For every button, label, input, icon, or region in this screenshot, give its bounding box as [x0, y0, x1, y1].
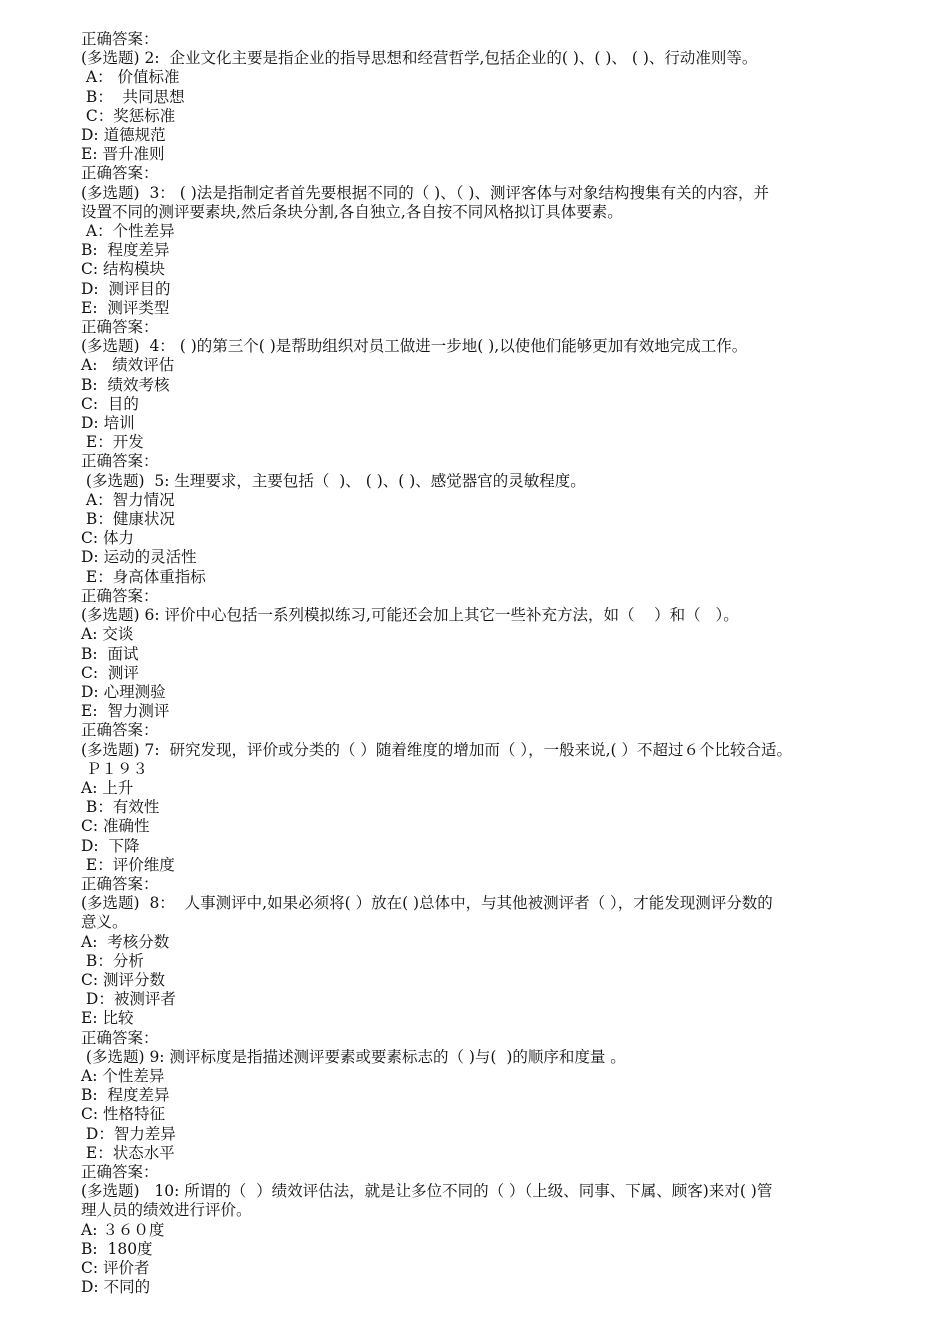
text-line: A：智力情况 — [81, 490, 175, 509]
text-line: (多选题) 7: 研究发现，评价或分类的（ ）随着维度的增加而（ ），一般来说,( ）不超过６个比较合适。 — [81, 740, 792, 759]
text-line: D: 心理测验 — [81, 682, 166, 701]
text-line: A： 价值标准 — [81, 68, 180, 87]
text-line: A: 交谈 — [81, 625, 134, 644]
text-line: (多选题) 6: 评价中心包括一系列模拟练习,可能还会加上其它一些补充方法，如（ ）和（ ）。 — [81, 606, 739, 625]
text-line: B：分析 — [81, 951, 144, 970]
text-line: C：奖惩标准 — [81, 106, 176, 125]
text-line: D: 培训 — [81, 414, 135, 433]
text-line: E: 晋升准则 — [81, 145, 165, 164]
text-line: 正确答案： — [81, 30, 159, 48]
text-line: C: 性格特征 — [81, 1105, 166, 1124]
text-line: B：健康状况 — [81, 510, 175, 529]
text-line: D: 下降 — [81, 836, 140, 855]
text-line: C: 目的 — [81, 394, 139, 413]
text-line: D: 不同的 — [81, 1278, 151, 1297]
text-line: D: 道德规范 — [81, 126, 166, 145]
text-line: E：评价维度 — [81, 855, 175, 874]
text-line: C: 测评分数 — [81, 970, 166, 989]
document-page — [81, 30, 881, 1297]
text-line: E: 比较 — [81, 1009, 134, 1028]
text-line: (多选题) 9: 测评标度是指描述测评要素或要素标志的（ )与( )的顺序和度量 。 — [81, 1047, 626, 1066]
text-line: 正确答案： — [81, 874, 159, 893]
text-line: B: 绩效考核 — [81, 375, 170, 394]
text-line: 意义。 — [81, 913, 128, 932]
text-line: 正确答案： — [81, 1162, 159, 1181]
text-line: B: 程度差异 — [81, 241, 170, 260]
text-line: (多选题) 2: 企业文化主要是指企业的指导思想和经营哲学,包括企业的( )、( )、 ( )、行动准则等。 — [81, 49, 758, 68]
text-line: B: 面试 — [81, 644, 139, 663]
text-line: 理人员的绩效进行评价。 — [81, 1201, 252, 1220]
text-line: E：开发 — [81, 433, 144, 452]
text-line: A: 上升 — [81, 778, 134, 797]
text-line: C: 体力 — [81, 529, 135, 548]
text-line: A: ３６０度 — [81, 1220, 165, 1239]
text-line: (多选题) 10: 所谓的（ ）绩效评估法，就是让多位不同的（ ）（上级、同事、下属、顾客)来对( )管 — [81, 1182, 773, 1201]
text-line: D：被测评者 — [81, 990, 176, 1009]
text-line: 正确答案： — [81, 721, 159, 740]
text-line: (多选题) 4： ( )的第三个( )是帮助组织对员工做进一步地( ),以使他们能够更加有效地完成工作。 — [81, 337, 748, 356]
text-line: 设置不同的测评要素块,然后条块分割,各自独立,各自按不同风格拟订具体要素。 — [81, 202, 623, 221]
text-line: C: 结构模块 — [81, 260, 166, 279]
text-line: B：有效性 — [81, 798, 160, 817]
text-line: D：智力差异 — [81, 1124, 176, 1143]
text-line: B: 180度 — [81, 1239, 153, 1258]
text-line: A: 考核分数 — [81, 932, 170, 951]
text-line: A：个性差异 — [81, 222, 175, 241]
text-line: E: 测评类型 — [81, 298, 170, 317]
text-line: D: 运动的灵活性 — [81, 548, 197, 567]
text-line: C: 评价者 — [81, 1259, 150, 1277]
text-line: E：身高体重指标 — [81, 567, 206, 586]
text-line: A: 绩效评估 — [81, 356, 175, 375]
text-line: E：状态水平 — [81, 1143, 175, 1162]
text-line: E: 智力测评 — [81, 702, 170, 721]
text-line: C: 准确性 — [81, 817, 150, 836]
text-line: C: 测评 — [81, 663, 139, 682]
text-line: 正确答案： — [81, 318, 159, 337]
text-line: 正确答案： — [81, 452, 159, 471]
text-line: B: 程度差异 — [81, 1086, 170, 1105]
text-line: (多选题) 3： ( )法是指制定者首先要根据不同的（ )、（ )、测评客体与对象结构搜集有关的内容，并 — [81, 183, 769, 202]
text-line: A: 个性差异 — [81, 1066, 165, 1085]
text-line: 正确答案： — [81, 164, 159, 183]
text-line: 正确答案： — [81, 1028, 159, 1047]
text-line: (多选题) 5: 生理要求，主要包括（ )、 ( )、( )、感觉器官的灵敏程度。 — [81, 471, 586, 490]
text-line: 正确答案： — [81, 586, 159, 605]
text-line: (多选题) 8： 人事测评中,如果必须将( ）放在( )总体中，与其他被测评者（ ），才能发现测评分数的 — [81, 894, 773, 913]
text-line: Ｐ１９３ — [81, 759, 148, 778]
text-line: B： 共同思想 — [81, 87, 185, 106]
text-line: D: 测评目的 — [81, 279, 171, 298]
